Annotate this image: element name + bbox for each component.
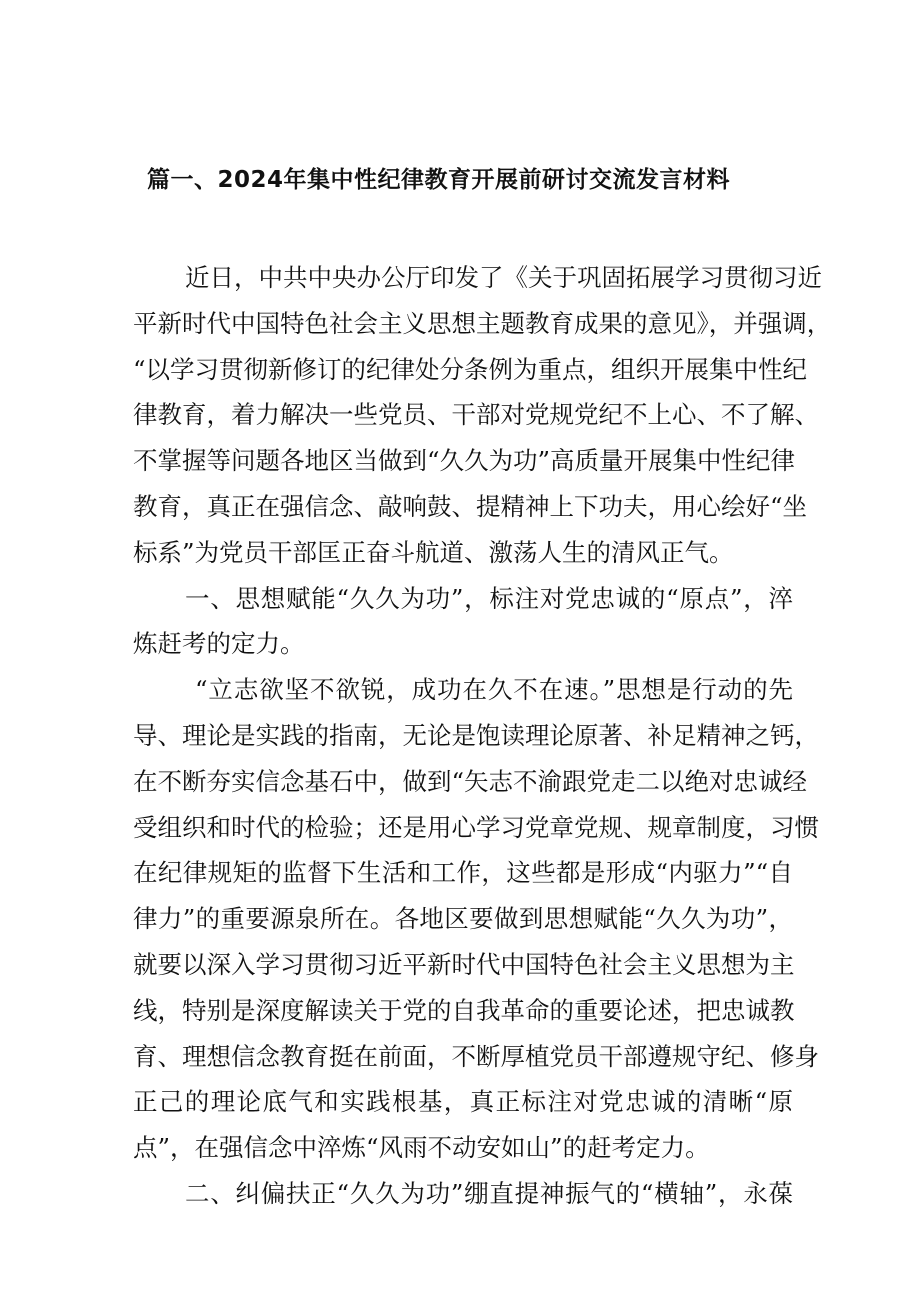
paragraph-line: 教育，真正在强信念、敲响鼓、提精神上下功夫，用心绘好“坐 <box>133 491 808 521</box>
paragraph-line: 点”，在强信念中淬炼“风雨不动安如山”的赶考定力。 <box>133 1133 710 1163</box>
paragraph-line: 近日，中共中央办公厅印发了《关于巩固拓展学习贯彻习近 <box>185 263 822 292</box>
paragraph-line: 在纪律规矩的监督下生活和工作，这些都是形成“内驱力”“自 <box>133 858 793 888</box>
paragraph-line: 平新时代中国特色社会主义思想主题教育成果的意见》，并强调， <box>133 308 832 338</box>
section-heading-line: 炼赶考的定力。 <box>133 629 305 659</box>
paragraph-line: 正己的理论底气和实践根基，真正标注对党忠诚的清晰“原 <box>133 1087 793 1117</box>
paragraph-line: 导、理论是实践的指南，无论是饱读理论原著、补足精神之钙， <box>133 720 819 750</box>
paragraph-line: “以学习贯彻新修订的纪律处分条例为重点，组织开展集中性纪 <box>133 354 808 384</box>
section-heading-line: 二、纠偏扶正“久久为功”绷直提神振气的“横轴”，永葆 <box>185 1178 793 1208</box>
paragraph-line: 受组织和时代的检验；还是用心学习党章党规、规章制度，习惯 <box>133 812 819 842</box>
paragraph-line: 在不断夯实信念基石中，做到“矢志不渝跟党走二以绝对忠诚经 <box>133 766 808 796</box>
paragraph-line: 标系”为党员干部匡正奋斗航道、激荡人生的清风正气。 <box>133 537 734 567</box>
paragraph-line: 律力”的重要源泉所在。各地区要做到思想赋能“久久为功”， <box>133 904 793 934</box>
paragraph-line: 律教育，着力解决一些党员、干部对党规党纪不上心、不了解、 <box>133 400 819 430</box>
paragraph-line: 育、理想信念教育挺在前面，不断厚植党员干部遵规守纪、修身 <box>133 1041 819 1071</box>
paragraph-line: “立志欲坚不欲锐，成功在久不在速。”思想是行动的先 <box>195 675 793 705</box>
document-title: 篇一、2024年集中性纪律教育开展前研讨交流发言材料 <box>147 167 731 193</box>
paragraph-line: 不掌握等问题各地区当做到“久久为功”高质量开展集中性纪律 <box>133 446 796 476</box>
document-body <box>133 255 832 1217</box>
paragraph-line: 线，特别是深度解读关于党的自我革命的重要论述，把忠诚教 <box>133 995 795 1025</box>
section-heading-line: 一、思想赋能“久久为功”，标注对党忠诚的“原点”，淬 <box>185 583 793 613</box>
paragraph-line: 就要以深入学习贯彻习近平新时代中国特色社会主义思想为主 <box>133 949 795 979</box>
